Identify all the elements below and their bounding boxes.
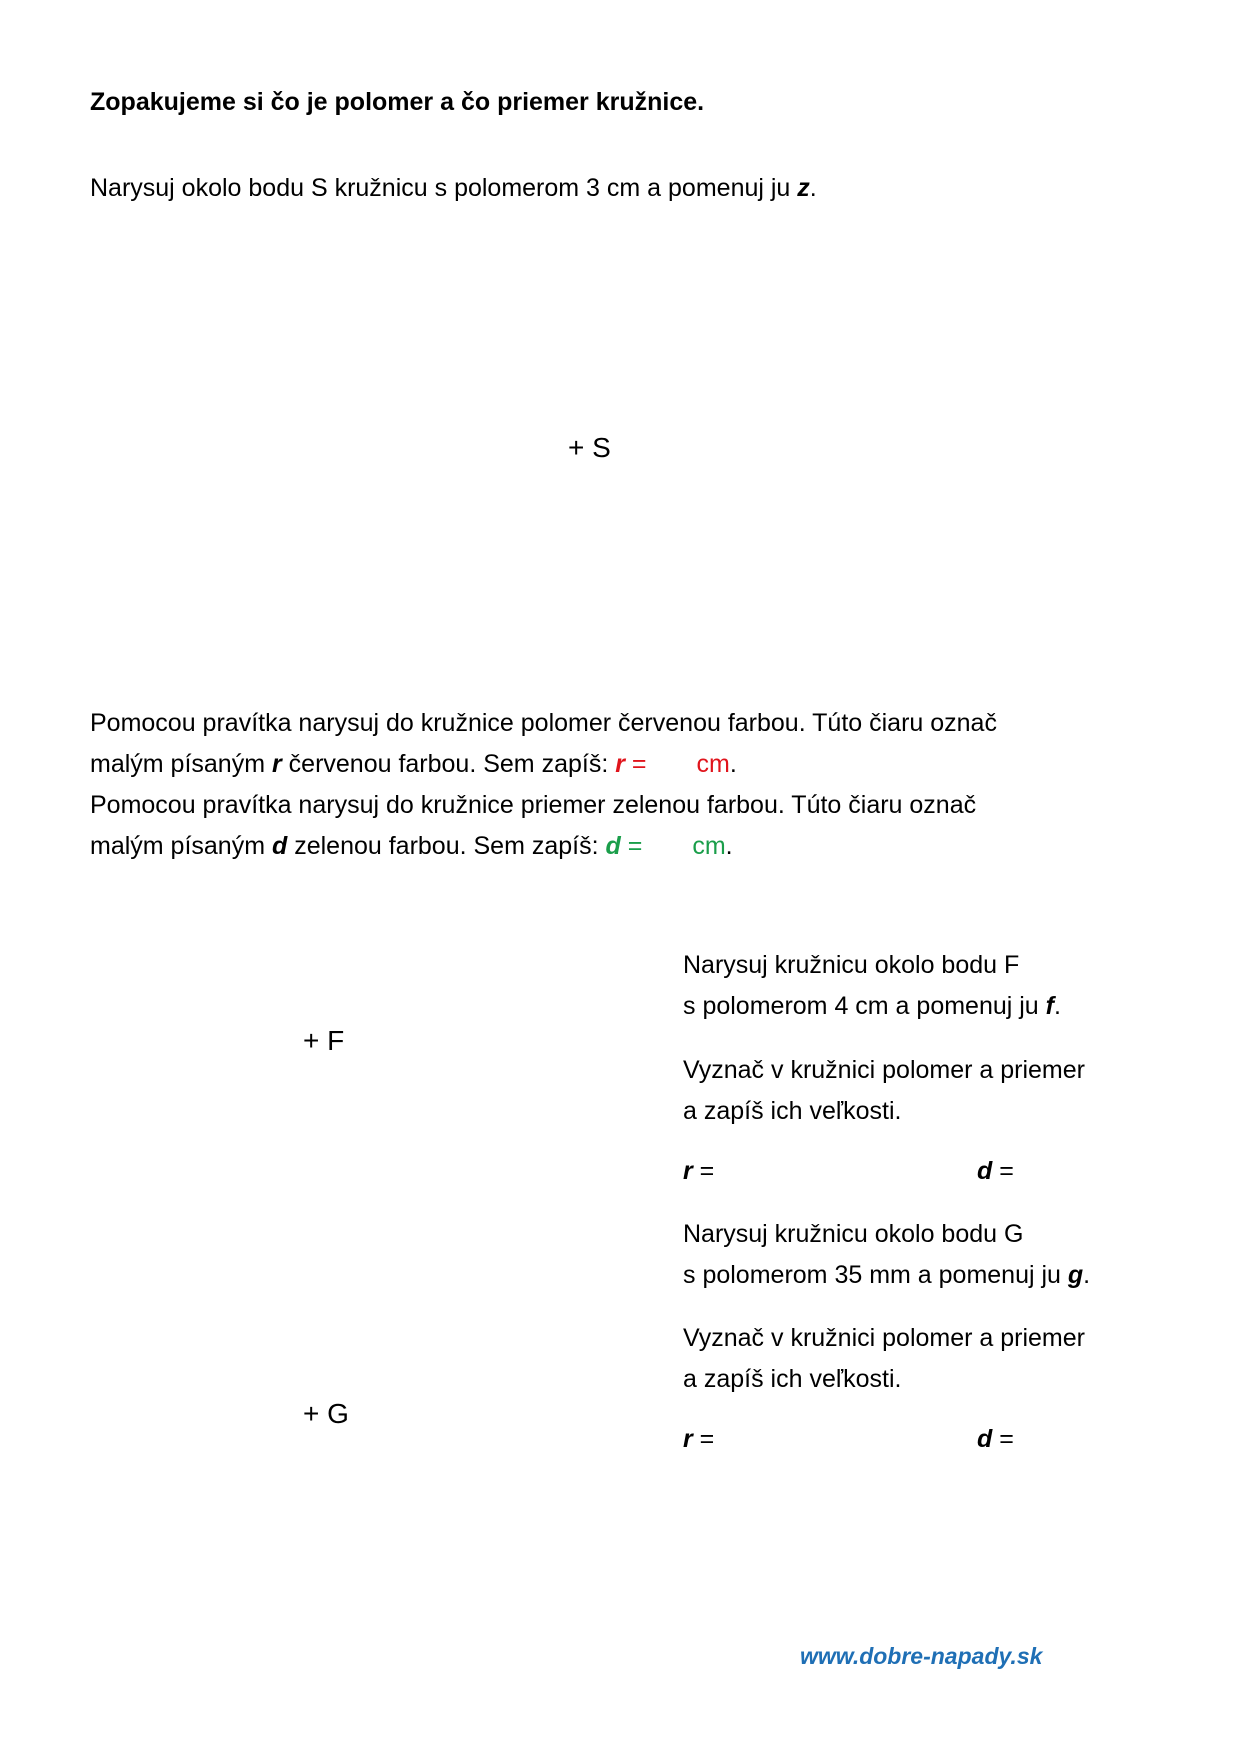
task-f-line-2 xyxy=(683,986,1061,1027)
answer-r xyxy=(615,750,730,778)
task-g-line-1: Narysuj kružnicu okolo bodu G xyxy=(683,1220,1024,1248)
var-d: d xyxy=(271,832,288,860)
task-g-line-2-text: s polomerom 35 mm a pomenuj ju xyxy=(683,1261,1068,1289)
task-f-d-var: d xyxy=(977,1157,993,1185)
instruction-line-3: Pomocou pravítka narysuj do kružnice priemer zelenou farbou. Túto čiaru označ xyxy=(90,791,977,819)
instruction-line-1: Pomocou pravítka narysuj do kružnice polomer červenou farbou. Túto čiaru označ xyxy=(90,709,997,737)
task-f-line-3: Vyznač v kružnici polomer a priemer xyxy=(683,1056,1085,1084)
answer-d-unit: cm xyxy=(692,832,726,860)
task-f-line-1: Narysuj kružnicu okolo bodu F xyxy=(683,951,1020,979)
task-g-line-4: a zapíš ich veľkosti. xyxy=(683,1365,902,1393)
instruction-line-4 xyxy=(90,826,997,867)
task-f-d-eq: = xyxy=(992,1157,1014,1185)
point-f: + F xyxy=(303,1025,345,1056)
task-f-r-eq: = xyxy=(692,1157,715,1185)
task-f-line-4: a zapíš ich veľkosti. xyxy=(683,1097,902,1125)
answer-d-eq: = xyxy=(620,832,643,860)
task-g-r-var: r xyxy=(683,1425,693,1453)
instruction-line-4-mid: zelenou farbou. Sem zapíš: xyxy=(287,832,606,860)
task-g-answer-r[interactable] xyxy=(683,1419,714,1460)
task-g-r-eq: = xyxy=(692,1425,715,1453)
instruction-line-2-end: . xyxy=(729,750,737,778)
task-g-instruction xyxy=(683,1318,1085,1400)
task-f-answer-d[interactable] xyxy=(977,1151,1014,1192)
task-g-line-2 xyxy=(683,1255,1090,1296)
task-f-description xyxy=(683,945,1061,1027)
task-circle-s xyxy=(90,168,817,209)
page-title: Zopakujeme si čo je polomer a čo priemer kružnice. xyxy=(90,88,705,116)
point-s: + S xyxy=(568,432,611,463)
task-g-d-eq: = xyxy=(992,1425,1014,1453)
instruction-line-2-pre: malým písaným xyxy=(90,750,272,778)
task-g-description xyxy=(683,1214,1090,1296)
circle-name-g: g xyxy=(1067,1261,1084,1289)
task-circle-s-text: Narysuj okolo bodu S kružnicu s polomerom 3 cm a pomenuj ju xyxy=(90,174,798,202)
answer-d-var: d xyxy=(605,832,621,860)
answer-r-unit: cm xyxy=(696,750,730,778)
task-g-line-2-end: . xyxy=(1083,1261,1091,1289)
task-f-instruction xyxy=(683,1050,1085,1132)
instruction-line-2 xyxy=(90,744,997,785)
task-f-line-2-text: s polomerom 4 cm a pomenuj ju xyxy=(683,992,1046,1020)
task-circle-s-end: . xyxy=(809,174,817,202)
instruction-line-4-end: . xyxy=(725,832,733,860)
task-g-line-3: Vyznač v kružnici polomer a priemer xyxy=(683,1324,1085,1352)
instruction-line-4-pre: malým písaným xyxy=(90,832,272,860)
answer-r-var: r xyxy=(615,750,625,778)
circle-name-f: f xyxy=(1045,992,1054,1020)
var-r: r xyxy=(271,750,282,778)
task-g-d-var: d xyxy=(977,1425,993,1453)
task-g-answer-d[interactable] xyxy=(977,1419,1014,1460)
task-f-r-var: r xyxy=(683,1157,693,1185)
point-g: + G xyxy=(303,1398,349,1429)
task-f-line-2-end: . xyxy=(1054,992,1061,1020)
radius-diameter-instructions xyxy=(90,703,997,867)
answer-r-eq: = xyxy=(624,750,647,778)
circle-name-z: z xyxy=(797,174,810,202)
instruction-line-2-mid: červenou farbou. Sem zapíš: xyxy=(281,750,616,778)
task-f-answer-r[interactable] xyxy=(683,1151,714,1192)
answer-d xyxy=(606,832,726,860)
footer-website-link[interactable]: www.dobre-napady.sk xyxy=(800,1643,1043,1669)
